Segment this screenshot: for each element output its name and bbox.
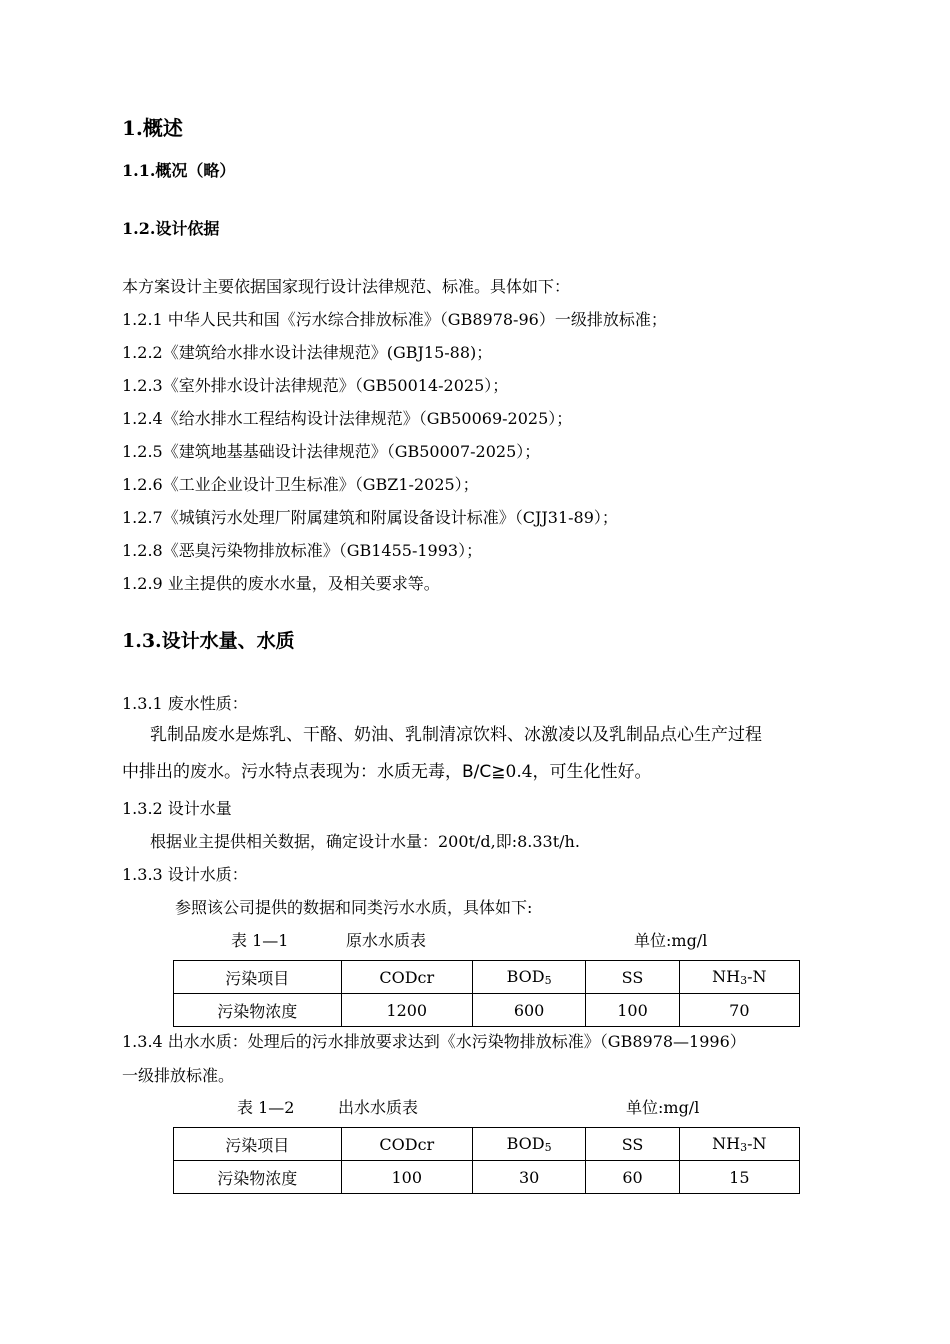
nature-text-line2 xyxy=(122,762,652,782)
value-cell: 1200 xyxy=(341,994,472,1027)
value-cell: 15 xyxy=(679,1161,799,1194)
section-1-3-title: 1.3.设计水量、水质 xyxy=(122,630,295,652)
nh-subscript: 3 xyxy=(740,974,748,987)
header-cell: SS xyxy=(586,1128,679,1161)
bod-subscript: 5 xyxy=(544,1141,552,1154)
nh-label: NH xyxy=(712,967,741,986)
section-1-2-title: 1.2.设计依据 xyxy=(122,219,220,238)
value-cell: 600 xyxy=(472,994,585,1027)
value-cell: 100 xyxy=(586,994,679,1027)
value-cell: 70 xyxy=(679,994,799,1027)
flow-text: 根据业主提供相关数据，确定设计水量：200t/d,即:8.33t/h. xyxy=(150,832,580,851)
bc-ratio-label: B/C xyxy=(462,762,492,782)
section-1-1-title: 1.1.概况（略） xyxy=(122,161,236,180)
ref-item: 1.2.6《工业企业设计卫生标准》（GBZ1-2025）； xyxy=(122,475,479,494)
nh-suffix: -N xyxy=(747,967,767,986)
table-header-row xyxy=(174,961,800,994)
effluent-line1: 1.3.4 出水水质：处理后的污水排放要求达到《水污染物排放标准》（GB8978—1996） xyxy=(122,1032,746,1051)
value-cell: 30 xyxy=(472,1161,585,1194)
raw-water-quality-table xyxy=(173,960,800,1027)
header-cell xyxy=(679,1128,799,1161)
ref-item: 1.2.7《城镇污水处理厂附属建筑和附属设备设计标准》（CJJ31-89）； xyxy=(122,508,618,527)
header-cell: CODcr xyxy=(341,1128,472,1161)
header-cell: CODcr xyxy=(341,961,472,994)
table2-name: 出水水质表 xyxy=(338,1098,419,1117)
section-1-title: 1.概述 xyxy=(122,116,183,140)
value-cell: 100 xyxy=(341,1161,472,1194)
nh-label: NH xyxy=(712,1134,741,1153)
table2-unit: 单位:mg/l xyxy=(626,1098,700,1117)
header-cell: 污染项目 xyxy=(174,1128,342,1161)
table1-number: 表 1—1 xyxy=(231,931,289,950)
quality-title: 1.3.3 设计水质： xyxy=(122,865,248,884)
header-cell xyxy=(472,961,585,994)
nature-text-c: ≧0.4，可生化性好。 xyxy=(491,762,652,782)
row-label-cell: 污染物浓度 xyxy=(174,994,342,1027)
header-cell xyxy=(472,1128,585,1161)
flow-title: 1.3.2 设计水量 xyxy=(122,799,232,818)
header-cell: 污染项目 xyxy=(174,961,342,994)
table1-unit: 单位:mg/l xyxy=(634,931,708,950)
ref-item: 1.2.8《恶臭污染物排放标准》（GB1455-1993）； xyxy=(122,541,483,560)
ref-item: 1.2.4《给水排水工程结构设计法律规范》（GB50069-2025）； xyxy=(122,409,573,428)
effluent-line2: 一级排放标准。 xyxy=(122,1066,235,1085)
ref-item: 1.2.3《室外排水设计法律规范》（GB50014-2025）； xyxy=(122,376,509,395)
table2-number: 表 1—2 xyxy=(237,1098,295,1117)
bod-subscript: 5 xyxy=(544,974,552,987)
table-header-row xyxy=(174,1128,800,1161)
header-cell: SS xyxy=(586,961,679,994)
table-row xyxy=(174,994,800,1027)
table-row xyxy=(174,1161,800,1194)
nh-subscript: 3 xyxy=(740,1141,748,1154)
nh-suffix: -N xyxy=(747,1134,767,1153)
table1-name: 原水水质表 xyxy=(346,931,427,950)
basis-intro: 本方案设计主要依据国家现行设计法律规范、标准。具体如下： xyxy=(122,277,571,296)
ref-item: 1.2.9 业主提供的废水水量，及相关要求等。 xyxy=(122,574,440,593)
nature-text-a: 中排出的废水。污水特点表现为：水质无毒， xyxy=(122,762,462,782)
ref-item: 1.2.1 中华人民共和国《污水综合排放标准》（GB8978-96）一级排放标准； xyxy=(122,310,667,329)
quality-text: 参照该公司提供的数据和同类污水水质，具体如下: xyxy=(175,898,533,917)
ref-item: 1.2.5《建筑地基基础设计法律规范》（GB50007-2025）； xyxy=(122,442,541,461)
row-label-cell: 污染物浓度 xyxy=(174,1161,342,1194)
bod-label: BOD xyxy=(506,1134,545,1153)
nature-text-line1: 乳制品废水是炼乳、干酪、奶油、乳制清凉饮料、冰激凌以及乳制品点心生产过程 xyxy=(150,725,762,745)
ref-item: 1.2.2《建筑给水排水设计法律规范》(GBJ15-88)； xyxy=(122,343,493,362)
header-cell xyxy=(679,961,799,994)
value-cell: 60 xyxy=(586,1161,679,1194)
effluent-water-quality-table xyxy=(173,1127,800,1194)
nature-title: 1.3.1 废水性质： xyxy=(122,694,248,713)
bod-label: BOD xyxy=(506,967,545,986)
